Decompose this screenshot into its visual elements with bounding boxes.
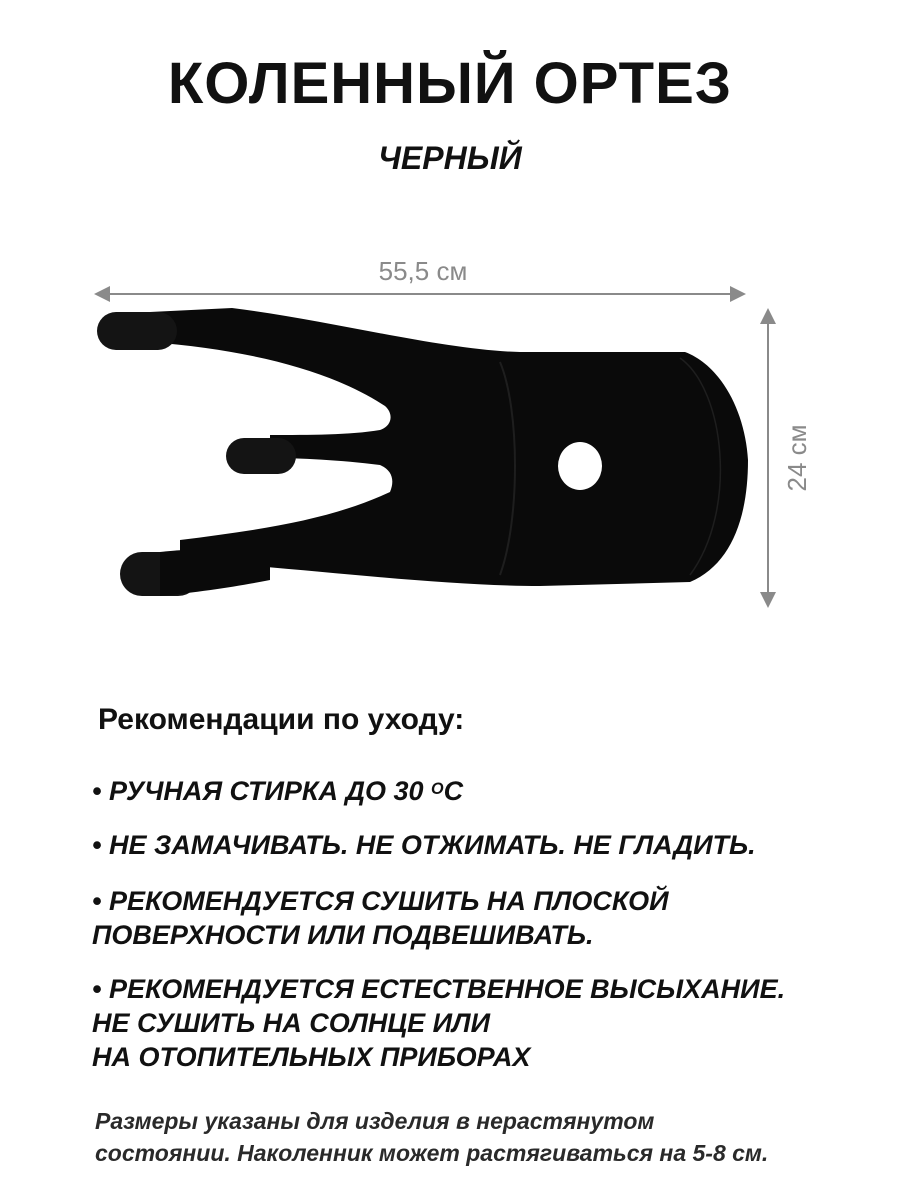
width-label: 55,5 см [378, 256, 468, 286]
width-dimension [94, 256, 746, 302]
patella-opening [558, 442, 602, 490]
product-figure [0, 230, 900, 630]
care-item-wash: • РУЧНАЯ СТИРКА ДО 30 $^О$С [92, 776, 464, 806]
care-item-natural-dry: • РЕКОМЕНДУЕТСЯ ЕСТЕСТВЕННОЕ ВЫСЫХАНИЕ. НЕ СУШИТЬ НА СОЛНЦЕ ИЛИ НА ОТОПИТЕЛЬНЫХ ПРИБОРАХ [92, 974, 786, 1072]
color-subtitle: ЧЕРНЫЙ [378, 140, 522, 176]
care-list [92, 772, 852, 1094]
knee-brace-illustration [0, 230, 900, 630]
knee-brace [97, 308, 748, 596]
care-item-dry-flat: • РЕКОМЕНДУЕТСЯ СУШИТЬ НА ПЛОСКОЙ ПОВЕРХНОСТИ ИЛИ ПОДВЕШИВАТЬ. [92, 886, 669, 950]
care-heading: Рекомендации по уходу: [98, 703, 465, 736]
height-dimension [760, 308, 812, 608]
size-note: Размеры указаны для изделия в нерастянутом состоянии. Наколенник может растягиваться на 5-8 см. [95, 1108, 769, 1166]
page-title: КОЛЕННЫЙ ОРТЕЗ [167, 51, 733, 116]
height-label: 24 см [782, 424, 812, 492]
care-item-no-soak: • НЕ ЗАМАЧИВАТЬ. НЕ ОТЖИМАТЬ. НЕ ГЛАДИТЬ. [92, 830, 756, 860]
